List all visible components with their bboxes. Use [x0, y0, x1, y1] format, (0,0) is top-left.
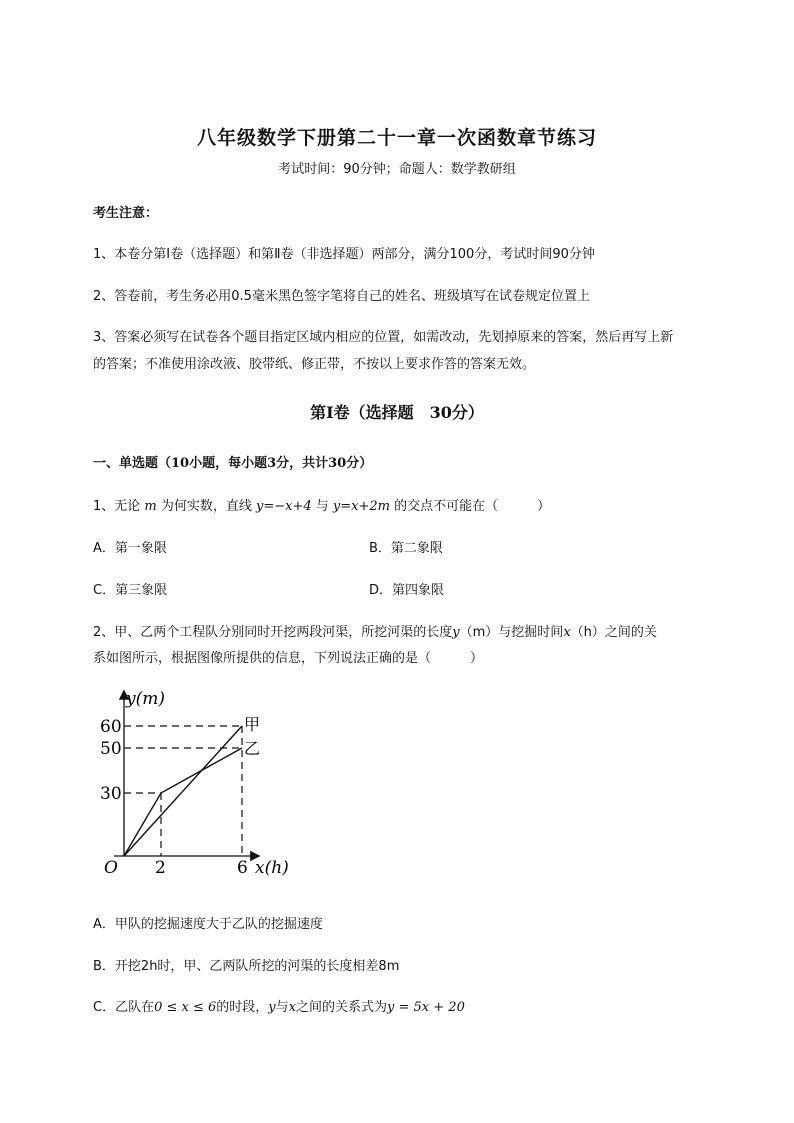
q1-option-d[interactable]: D．第四象限 [369, 583, 445, 598]
series-yi-line [124, 748, 242, 856]
q2-option-c-text: 与 [275, 1000, 289, 1015]
q2-option-c[interactable] [93, 996, 465, 1015]
q1-text: 与 [311, 499, 333, 514]
q2-option-c-var-x: x [288, 1000, 297, 1015]
q2-text: （h）之间的关 [570, 625, 657, 640]
q2-option-a[interactable]: A．甲队的挖掘速度大于乙队的挖掘速度 [93, 917, 323, 932]
y-axis-label: y(m) [126, 689, 165, 709]
q2-option-b[interactable]: B．开挖2h时，甲、乙两队所挖的河渠的长度相差8m [93, 959, 400, 974]
q1-equation-2: y=x+2m [332, 499, 390, 514]
line-graph [98, 686, 298, 882]
notice-item-3-line-2: 的答案；不准使用涂改液、胶带纸、修正带，不按以上要求作答的答案无效。 [93, 357, 536, 372]
q1-option-b[interactable]: B．第二象限 [369, 541, 443, 556]
q2-var-x: x [563, 625, 571, 640]
question-2-stem-line-2: 系如图所示，根据图像所提供的信息，下列说法正确的是（ ） [93, 651, 484, 666]
q2-option-c-text: 的时段， [216, 1000, 269, 1015]
x-tick-6: 6 [237, 858, 248, 878]
label-jia: 甲 [244, 715, 261, 734]
q2-option-c-text: C．乙队在 [93, 1000, 155, 1015]
part-heading: 一、单选题（10小题，每小题3分，共计30分） [93, 456, 373, 471]
notice-item-2: 2、答卷前，考生务必用0.5毫米黑色签字笔将自己的姓名、班级填写在试卷规定位置上 [93, 289, 590, 304]
q2-text: 2、甲、乙两个工程队分别同时开挖两段河渠，所挖河渠的长度 [93, 625, 453, 640]
section-title: 第I卷（选择题 30分） [310, 403, 484, 422]
origin-label: O [104, 858, 118, 878]
y-tick-30: 30 [100, 784, 122, 804]
q2-text: （m）与挖掘时间 [459, 625, 564, 640]
q1-text: 的交点不可能在（ ） [389, 499, 551, 514]
q1-var-m: m [144, 499, 157, 514]
exam-info: 考试时间：90分钟；命题人：数学教研组 [278, 162, 516, 177]
q2-option-c-condition: 0 ≤ x ≤ 6 [154, 1000, 217, 1015]
q1-option-c[interactable]: C．第三象限 [93, 583, 168, 598]
notice-item-1: 1、本卷分第I卷（选择题）和第Ⅱ卷（非选择题）两部分，满分100分，考试时间90分钟 [93, 247, 595, 262]
question-1-stem [93, 495, 550, 514]
page-title: 八年级数学下册第二十一章一次函数章节练习 [196, 127, 597, 149]
series-jia-line [124, 726, 242, 856]
q2-option-c-text: 之间的关系式为 [296, 1000, 388, 1015]
y-tick-50: 50 [100, 739, 122, 759]
question-2-stem-line-1 [93, 621, 657, 640]
notice-item-3-line-1: 3、答案必须写在试卷各个题目指定区域内相应的位置，如需改动，先划掉原来的答案，然后再写上新 [93, 330, 674, 345]
label-yi: 乙 [244, 739, 261, 758]
q1-text: 为何实数，直线 [156, 499, 256, 514]
q2-option-c-var-y: y [268, 1000, 276, 1015]
q1-equation-1: y=−x+4 [256, 499, 312, 514]
q1-option-a[interactable]: A．第一象限 [93, 541, 167, 556]
x-tick-2: 2 [155, 858, 166, 878]
q1-text: 1、无论 [93, 499, 145, 514]
q2-var-y: y [452, 625, 460, 640]
x-axis-label: x(h) [255, 858, 289, 878]
q2-option-c-equation: y = 5x + 20 [387, 1000, 465, 1015]
y-tick-60: 60 [100, 717, 122, 737]
notice-heading: 考生注意： [93, 206, 159, 221]
